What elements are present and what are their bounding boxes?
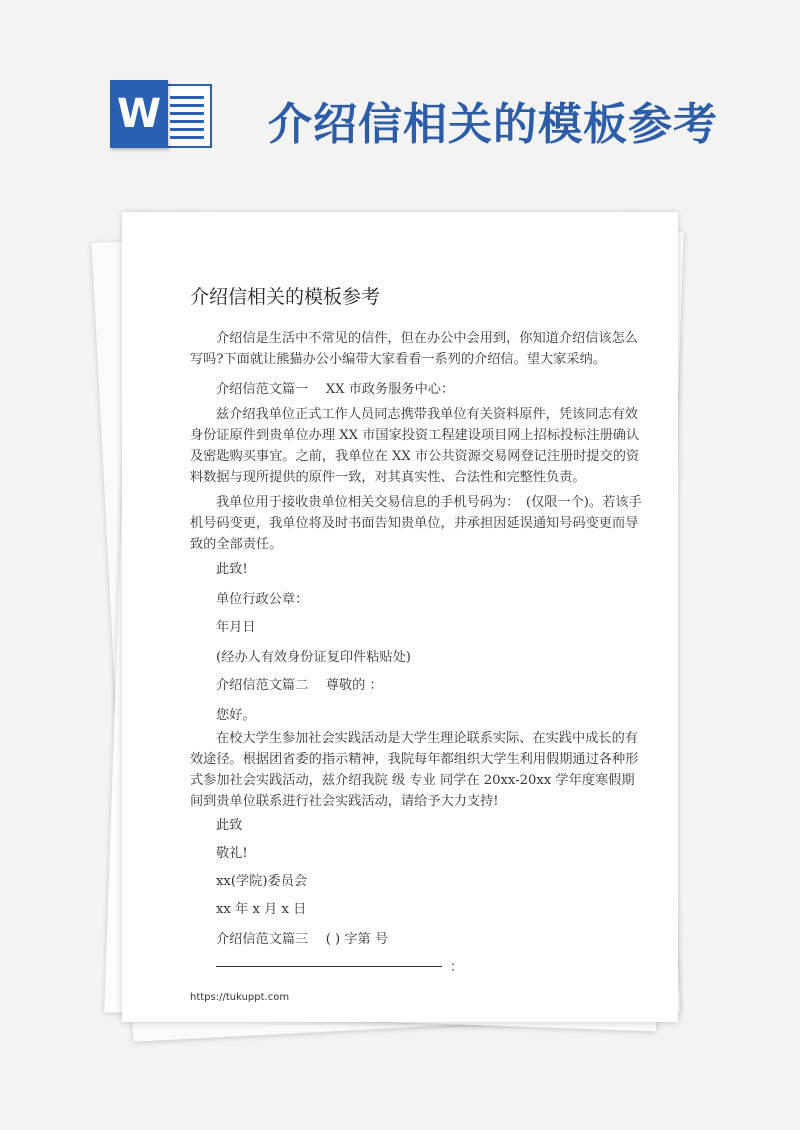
word-logo <box>110 80 218 162</box>
sample1-heading: 介绍信范文篇一 XX 市政务服务中心： <box>216 382 455 397</box>
document-title: 介绍信相关的模板参考 <box>190 286 381 308</box>
sample3-heading: 介绍信范文篇三 ( ) 字第 号 <box>216 932 389 947</box>
page-title: 介绍信相关的模板参考 <box>268 99 718 150</box>
date-line-1: 年月日 <box>216 620 256 635</box>
footer-url[interactable]: https://tukuppt.com <box>190 992 290 1003</box>
closing-1: 此致! <box>216 562 248 577</box>
salute: 敬礼! <box>216 846 248 861</box>
signature-underline <box>216 966 442 967</box>
signature-colon: ： <box>450 960 464 975</box>
sample1-paragraph-1: 兹介绍我单位正式工作人员同志携带我单位有关资料原件，凭该同志有效身份证原件到贵单位办理 XX 市国家投资工程建设项目网上招标投标注册确认及密匙购买事宜。之前，我单位在 XX 市公共资源交易网登记注册时提交的资料数据与现所提供的原件一致，对其真实性、合法性和完整性负责。 <box>190 407 640 485</box>
seal-line: 单位行政公章： <box>216 592 309 607</box>
sample2-paragraph: 在校大学生参加社会实践活动是大学生理论联系实际、在实践中成长的有效途径。根据团省委的指示精神，我院每年都组织大学生利用假期通过各种形式参加社会实践活动，兹介绍我院 级 专业 同学在 20xx-20xx 学年度寒假期间到贵单位联系进行社会实践活动，请给予大力支持! <box>190 731 639 809</box>
id-note: (经办人有效身份证复印件粘贴处) <box>216 650 411 665</box>
intro-paragraph: 介绍信是生活中不常见的信件，但在办公中会用到，你知道介绍信该怎么写吗?下面就让熊猫办公小编带大家看看一系列的介绍信。望大家采纳。 <box>190 331 638 367</box>
word-letter-icon: W <box>110 80 168 148</box>
sample1-paragraph-2: 我单位用于接收贵单位相关交易信息的手机号码为： (仅限一个)。若该手机号码变更，我单位将及时书面告知贵单位，并承担因延误通知号码变更而导致的全部责任。 <box>190 495 642 552</box>
committee: xx(学院)委员会 <box>216 874 308 889</box>
closing-2: 此致 <box>216 818 243 833</box>
sample2-heading: 介绍信范文篇二 尊敬的 ： <box>216 678 383 693</box>
date-line-2: xx 年 x 月 x 日 <box>216 902 307 917</box>
greeting: 您好。 <box>216 708 256 723</box>
